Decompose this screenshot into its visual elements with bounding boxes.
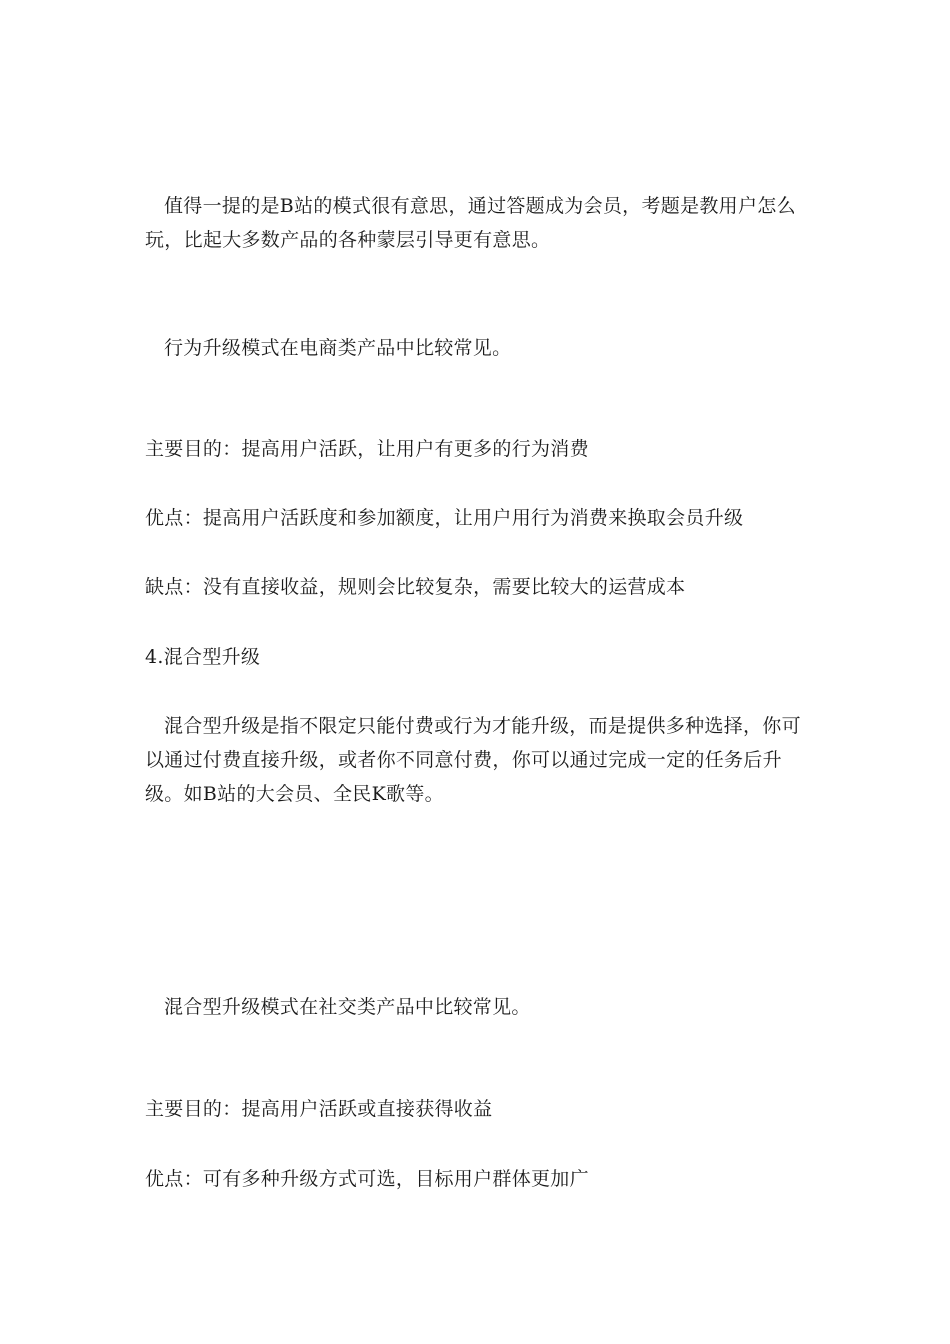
paragraph-hybrid-pros: 优点：可有多种升级方式可选，目标用户群体更加广 [145, 1168, 589, 1190]
paragraph-bilibili-quiz: 值得一提的是B站的模式很有意思，通过答题成为会员，考题是教用户怎么玩，比起大多数产品的各种蒙层引导更有意思。 [145, 195, 796, 251]
paragraph-behavior-pros: 优点：提高用户活跃度和参加额度，让用户用行为消费来换取会员升级 [145, 507, 744, 529]
paragraph-hybrid-main-goal: 主要目的：提高用户活跃或直接获得收益 [145, 1098, 493, 1120]
section-heading-hybrid-upgrade: 4.混合型升级 [145, 646, 261, 668]
paragraph-behavior-main-goal: 主要目的：提高用户活跃，让用户有更多的行为消费 [145, 438, 589, 460]
paragraph-hybrid-upgrade-social: 混合型升级模式在社交类产品中比较常见。 [164, 996, 531, 1018]
paragraph-hybrid-upgrade-description: 混合型升级是指不限定只能付费或行为才能升级，而是提供多种选择，你可以通过付费直接升级，或者你不同意付费，你可以通过完成一定的任务后升级。如B站的大会员、全民K歌等。 [145, 715, 801, 805]
paragraph-behavior-upgrade-ecommerce: 行为升级模式在电商类产品中比较常见。 [164, 337, 512, 359]
paragraph-behavior-cons: 缺点：没有直接收益，规则会比较复杂，需要比较大的运营成本 [145, 576, 686, 598]
